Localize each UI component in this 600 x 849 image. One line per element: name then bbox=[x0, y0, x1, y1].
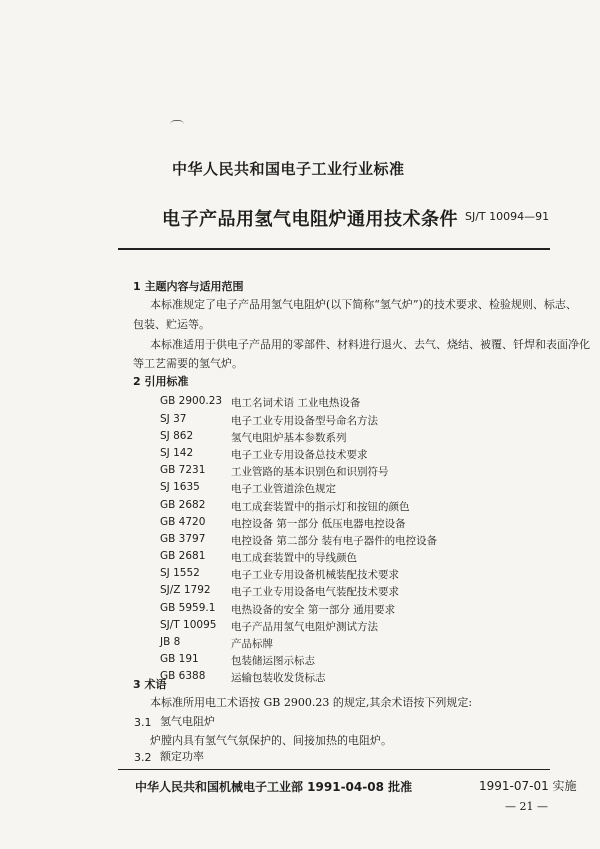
reference-row bbox=[0, 395, 600, 411]
standard-code: SJ/T 10094—91 bbox=[465, 210, 550, 223]
term-3-1-number: 3.1 bbox=[134, 716, 152, 729]
reference-title: 电工成套装置中的导线颜色 bbox=[231, 552, 357, 564]
reference-row bbox=[0, 550, 600, 566]
document-title: 电子产品用氢气电阻炉通用技术条件 bbox=[162, 209, 458, 230]
reference-row bbox=[0, 670, 600, 686]
term-3-2-name: 额定功率 bbox=[160, 750, 204, 763]
reference-row bbox=[0, 499, 600, 515]
reference-title: 电子工业专用设备电气装配技术要求 bbox=[231, 586, 399, 598]
reference-title: 电热设备的安全 第一部分 通用要求 bbox=[231, 604, 396, 616]
scan-mark bbox=[170, 120, 184, 125]
reference-row bbox=[0, 430, 600, 446]
reference-title: 电工名词术语 工业电热设备 bbox=[231, 397, 361, 409]
term-3-2-number: 3.2 bbox=[134, 751, 152, 764]
reference-title: 电子工业专用设备机械装配技术要求 bbox=[231, 569, 399, 581]
reference-title: 氢气电阻炉基本参数系列 bbox=[231, 432, 347, 444]
footer-divider bbox=[118, 769, 550, 770]
page-number: — 21 — bbox=[505, 800, 548, 813]
reference-code: JB 8 bbox=[160, 636, 181, 648]
reference-code: SJ/Z 1792 bbox=[160, 584, 211, 596]
reference-code: GB 3797 bbox=[160, 533, 206, 545]
section-2-heading: 2 引用标准 bbox=[133, 375, 189, 388]
reference-title: 电子工业管道涂色规定 bbox=[231, 483, 336, 495]
reference-title: 运输包装收发货标志 bbox=[231, 672, 326, 684]
reference-row bbox=[0, 567, 600, 583]
section-3-heading: 3 术语 bbox=[133, 678, 167, 691]
reference-row bbox=[0, 584, 600, 600]
reference-code: GB 2681 bbox=[160, 550, 206, 562]
reference-code: SJ 862 bbox=[160, 430, 194, 442]
reference-code: GB 7231 bbox=[160, 464, 206, 476]
reference-code: SJ 142 bbox=[160, 447, 194, 459]
reference-title: 电控设备 第一部分 低压电器电控设备 bbox=[231, 518, 406, 530]
reference-row bbox=[0, 447, 600, 463]
reference-code: GB 2900.23 bbox=[160, 395, 223, 407]
issuing-authority: 中华人民共和国电子工业行业标准 bbox=[172, 160, 405, 178]
section-1-para-2-line-2: 等工艺需要的氢气炉。 bbox=[133, 357, 243, 370]
reference-code: GB 4720 bbox=[160, 516, 206, 528]
reference-title: 电子产品用氢气电阻炉测试方法 bbox=[231, 621, 378, 633]
section-1-heading: 1 主题内容与适用范围 bbox=[133, 280, 244, 293]
reference-row bbox=[0, 481, 600, 497]
reference-code: GB 191 bbox=[160, 653, 199, 665]
reference-title: 电控设备 第二部分 装有电子器件的电控设备 bbox=[231, 535, 438, 547]
section-3-intro: 本标准所用电工术语按 GB 2900.23 的规定,其余术语按下列规定: bbox=[150, 696, 473, 709]
reference-code: SJ/T 10095 bbox=[160, 619, 217, 631]
section-1-para-1-line-1: 本标准规定了电子产品用氢气电阻炉(以下简称“氢气炉”)的技术要求、检验规则、标志、 bbox=[150, 298, 577, 311]
reference-code: SJ 1552 bbox=[160, 567, 200, 579]
reference-title: 工业管路的基本识别色和识别符号 bbox=[231, 466, 389, 478]
reference-row bbox=[0, 533, 600, 549]
reference-row bbox=[0, 464, 600, 480]
section-1-para-2-line-1: 本标准适用于供电子产品用的零部件、材料进行退火、去气、烧结、被覆、钎焊和表面净化 bbox=[150, 338, 590, 351]
header-divider bbox=[118, 248, 550, 250]
reference-code: SJ 37 bbox=[160, 413, 187, 425]
reference-row bbox=[0, 602, 600, 618]
reference-row bbox=[0, 636, 600, 652]
reference-row bbox=[0, 413, 600, 429]
reference-row bbox=[0, 619, 600, 635]
reference-code: GB 5959.1 bbox=[160, 602, 216, 614]
term-3-1-definition: 炉膛内具有氢气气氛保护的、间接加热的电阻炉。 bbox=[150, 734, 392, 747]
reference-title: 电子工业专用设备型号命名方法 bbox=[231, 415, 378, 427]
approval-line: 中华人民共和国机械电子工业部 1991-04-08 批准 bbox=[135, 780, 413, 794]
reference-code: GB 6388 bbox=[160, 670, 206, 682]
reference-code: SJ 1635 bbox=[160, 481, 200, 493]
reference-title: 电工成套装置中的指示灯和按钮的颜色 bbox=[231, 501, 410, 513]
reference-title: 产品标牌 bbox=[231, 638, 273, 650]
section-1-para-1-line-2: 包装、贮运等。 bbox=[133, 318, 210, 331]
implementation-date: 1991-07-01 实施 bbox=[479, 779, 577, 793]
term-3-1-name: 氢气电阻炉 bbox=[160, 715, 215, 728]
reference-row bbox=[0, 516, 600, 532]
reference-title: 电子工业专用设备总技术要求 bbox=[231, 449, 368, 461]
reference-row bbox=[0, 653, 600, 669]
reference-code: GB 2682 bbox=[160, 499, 206, 511]
reference-title: 包装储运图示标志 bbox=[231, 655, 315, 667]
